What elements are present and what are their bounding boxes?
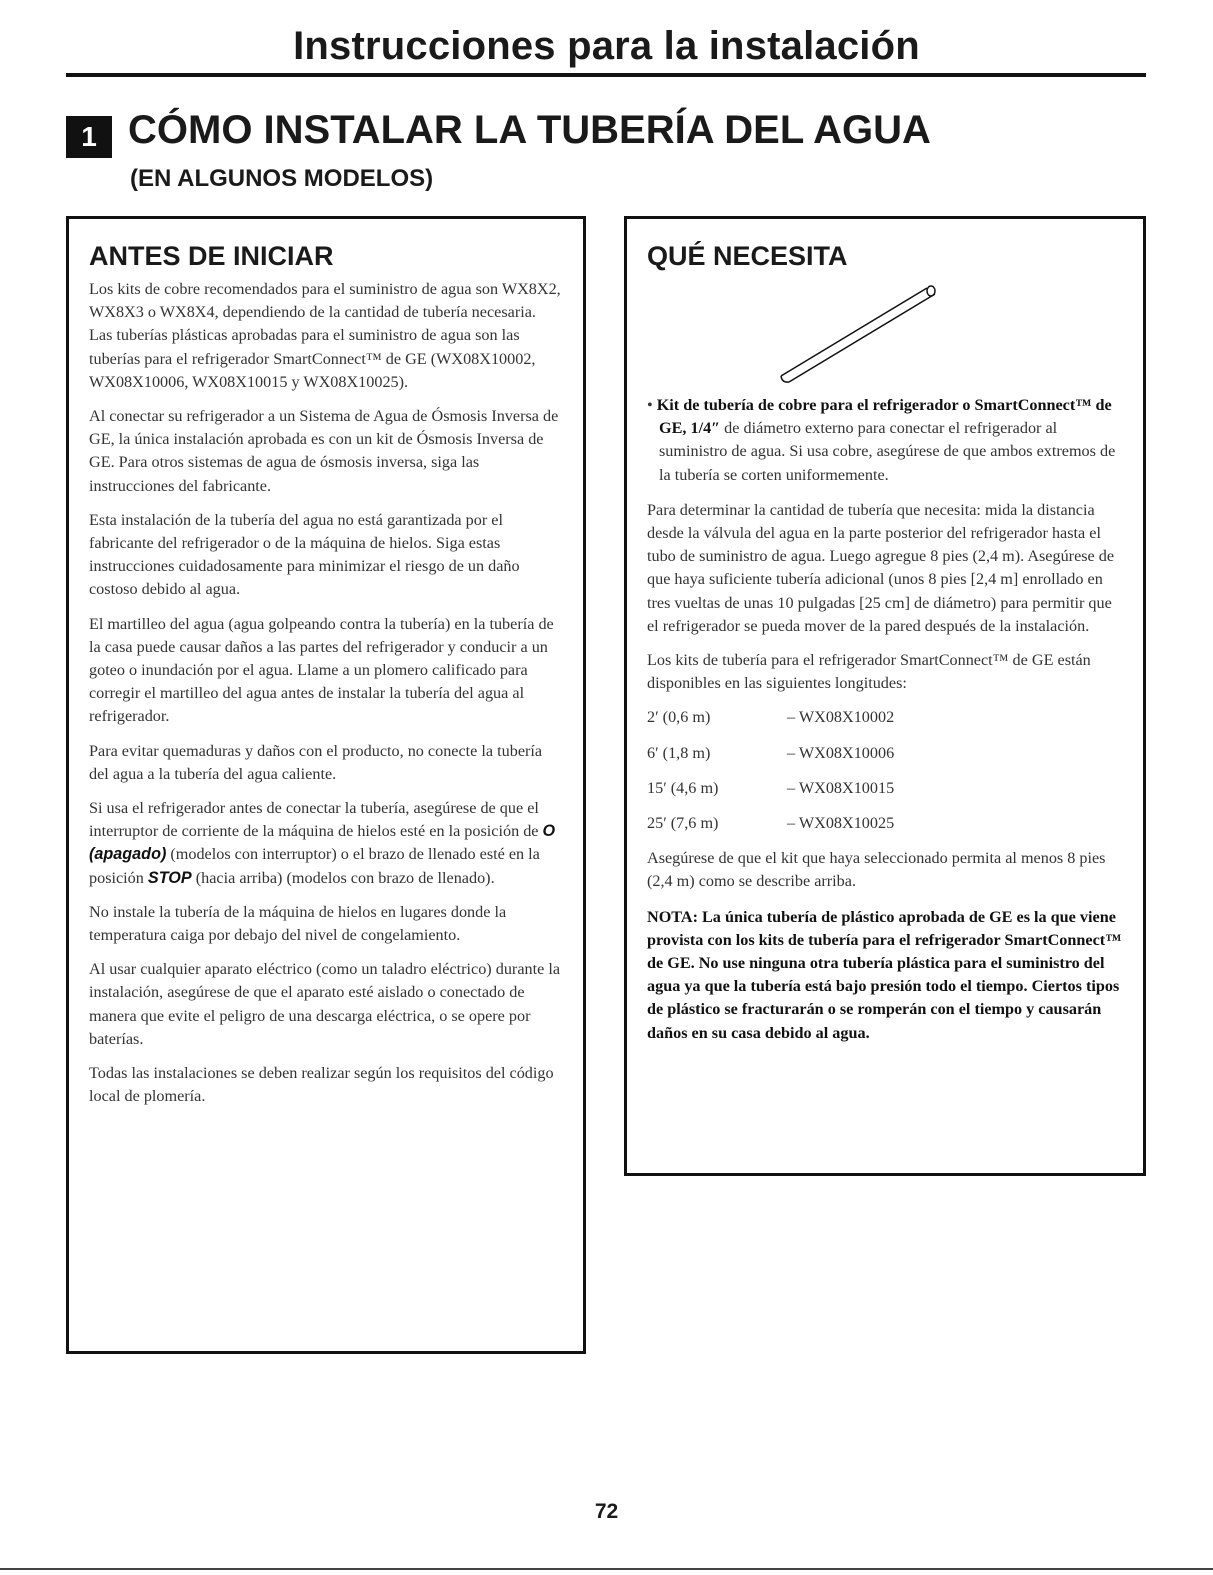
length-row [647,777,1123,800]
reverse-osmosis-paragraph: Al conectar su refrigerador a un Sistema de Agua de Ósmosis Inversa de GE, la única instalación aprobada es con un kit de Ósmosis Inversa de GE. Para otros sistemas de agua de ósmosis inversa, siga las instrucciones del fabricante. [89,407,559,495]
length-value: 25′ (7,6 m) [647,814,719,833]
tubing-illustration [769,278,939,388]
section-title: CÓMO INSTALAR LA TUBERÍA DEL AGUA [128,108,931,152]
note-paragraph: NOTA: La única tubería de plástico aprobada de GE es la que viene provista con los kits de tubería para el refrigerador SmartConnect™ de GE. No use ninguna otra tubería plástica para el suministro del agua ya que la tubería está bajo presión todo el tiempo. Ciertos tipos de plástico se fracturarán o se romperán con el tiempo y causarán daños en su casa debido al agua. [647,907,1122,1042]
length-part-number: – WX08X10006 [787,743,895,762]
switch-text-b: (modelos con interruptor) o el brazo de llenado esté en la posición [89,845,540,887]
kit-selection-paragraph: Asegúrese de que el kit que haya seleccionado permita al menos 8 pies (2,4 m) como se describe arriba. [647,849,1106,891]
page-header-title: Instrucciones para la instalación [293,24,920,68]
what-you-need-box [624,216,1146,1176]
length-part-number: – WX08X10025 [787,814,895,833]
length-value: 6′ (1,8 m) [647,743,711,762]
tubing-kit-bullet: • Kit de tubería de cobre para el refrigerador o SmartConnect™ de GE, 1/4″ de diámetro externo para conectar el refrigerador al suministro de agua. Si usa cobre, asegúrese de que ambos extremos de la tubería se corten uniformemente. [647,396,1116,484]
section-subtitle: (EN ALGUNOS MODELOS) [130,165,434,192]
switch-text-c: (hacia arriba) (modelos con brazo de llenado). [191,868,495,887]
available-lengths-paragraph: Los kits de tubería para el refrigerador SmartConnect™ de GE están disponibles en las siguientes longitudes: [647,651,1091,693]
tubing-kit-text: de diámetro externo para conectar el refrigerador al suministro de agua. Si usa cobre, asegúrese de que ambos extremos de la tubería se corten uniformemente. [659,419,1116,484]
plumbing-code-paragraph: Todas las instalaciones se deben realizar según los requisitos del código local de plomería. [89,1064,554,1106]
ice-maker-switch-paragraph [89,797,563,890]
bottom-rule [0,1568,1213,1570]
length-row [647,812,1123,835]
what-you-need-heading: QUÉ NECESITA [647,241,848,271]
electrical-safety-paragraph: Al usar cualquier aparato eléctrico (como un taladro eléctrico) durante la instalación, asegúrese de que el aparato esté aislado o conectado de manera que evite el peligro de una descarga eléctrica, o se opere por baterías. [89,960,561,1048]
off-position-label: O (apagado) [89,822,556,864]
kits-paragraph: Los kits de cobre recomendados para el suministro de agua son WX8X2, WX8X3 o WX8X4, dependiendo de la cantidad de tubería necesaria. Las tuberías plásticas aprobadas para el suministro de agua son las tuberías para el refrigerador SmartConnect™ de GE (WX08X10002, WX08X10006, WX08X10015 y WX08X10025). [89,280,561,391]
freezing-paragraph: No instale la tubería de la máquina de hielos en lugares donde la temperatura caiga por debajo del nivel de congelamiento. [89,902,507,945]
stop-position-label: STOP [147,868,192,887]
water-hammer-paragraph: El martilleo del agua (agua golpeando contra la tubería) en la tubería de la casa puede causar daños a las partes del refrigerador y conducir a un goteo o inundación por el agua. Llame a un plomero calificado para corregir el martilleo del agua antes de instalar la tubería del agua al refrigerador. [89,614,554,726]
before-you-begin-heading: ANTES DE INICIAR [89,241,334,271]
header-rule [66,73,1146,77]
measure-paragraph: Para determinar la cantidad de tubería que necesita: mida la distancia desde la válvula del agua en la parte posterior del refrigerador hasta el tubo de suministro de agua. Luego agregue 8 pies (2,4 m). Asegúrese de que haya suficiente tubería adicional (unos 8 pies [2,4 m] enrollado en tres vueltas de unas 10 pulgadas [25 cm] de diámetro) para permitir que el refrigerador se pueda mover de la pared después de la instalación. [647,500,1115,635]
length-row [647,742,1123,765]
section-number-badge: 1 [66,116,112,158]
before-you-begin-box [66,216,586,1354]
lengths-list [647,706,1123,835]
length-value: 2′ (0,6 m) [647,708,711,727]
page-number: 72 [594,1500,619,1523]
tubing-kit-bold: Kit de tubería de cobre para el refrigerador o SmartConnect™ de GE, 1/4″ [656,396,1112,438]
length-value: 15′ (4,6 m) [647,778,719,797]
length-part-number: – WX08X10015 [787,778,895,797]
length-part-number: – WX08X10002 [787,708,895,727]
warranty-paragraph: Esta instalación de la tubería del agua no está garantizada por el fabricante del refrigerador o de la máquina de hielos. Siga estas instrucciones cuidadosamente para minimizar el riesgo de un daño costoso debido al agua. [89,510,520,599]
switch-text-a: Si usa el refrigerador antes de conectar la tubería, asegúrese de que el interruptor de corriente de la máquina de hielos esté en la posición de [89,799,543,841]
length-row [647,706,1123,729]
hot-water-paragraph: Para evitar quemaduras y daños con el producto, no conecte la tubería del agua a la tubería del agua caliente. [89,741,543,783]
